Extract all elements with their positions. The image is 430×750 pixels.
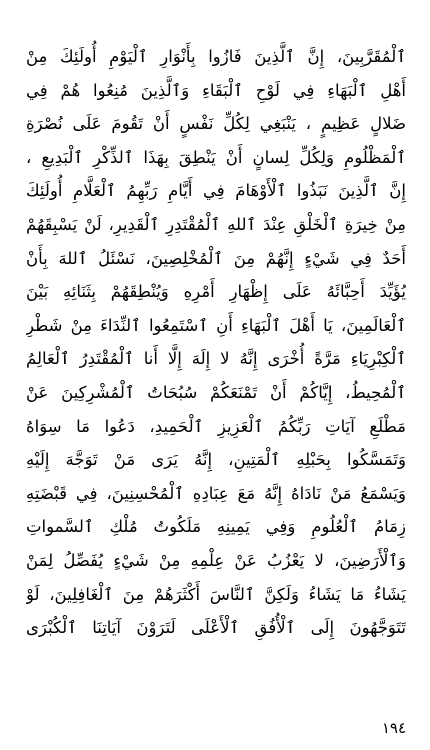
body-text — [26, 40, 406, 645]
text-line-16: وَٱلْأَرَضِينَ، لا يَعْزُبُ عَنْ عِلْمِهِ مِنْ شَيْءٍ يُفَصِّلُ لِمَنْ — [26, 550, 406, 570]
text-line-8: يُؤَيِّدَ أَحِبَّائَهُ عَلَى إِظْهَارِ أَمْرِهِ وَيُنْطِقَهُمْ بِثَنَائِهِ بَيْنَ — [26, 282, 406, 302]
text-line-10: ٱلْكِبْرِيَاءِ مَرَّةً أُخْرَى إِنَّهُ لا إِلَهَ إِلَّا أَنا ٱلْمُقْتَدِرُ ٱلْعَالِمُ — [26, 349, 406, 369]
text-line-2: أَهْلِ ٱلْبَهَاءِ فِي لَوْحِ ٱلْبَقَاءِ وَٱلَّذِينَ مُنِعُوا هُمْ فِي — [26, 80, 406, 100]
text-line-14: وَيَسْمَعُ مَنْ نَادَاهُ إِنَّهُ مَعَ عِبَادِهِ ٱلْمُحْسِنِينَ، فِي قَبْضَتِهِ — [26, 483, 406, 503]
text-line-1: ٱلْمُقَرَّبِينَ، إِنَّ ٱلَّذِينَ فَازُوا بِأَنْوَارِ ٱلْيَوْمِ أُولَئِكَ مِنْ — [26, 47, 406, 66]
text-line-18: تَتَوَجَّهُونَ إِلَى ٱلْأُفُقِ ٱلْأَعْلَى لَتَرَوْنَ آيَاتِنَا ٱلْكُبْرَى — [26, 618, 406, 638]
text-line-12: مَطْلَعِ آيَاتِ رَبِّكُمُ ٱلْعَزِيزِ ٱلْحَمِيدِ، دَعُوا مَا سِوَاهُ — [26, 416, 406, 436]
page-number: ١٩٤ — [381, 719, 406, 737]
text-line-11: ٱلْمُحِيطُ، إِيَّاكُمْ أَنْ تَمْنَعَكُمْ سُبُحَاتُ ٱلْمُشْرِكِينَ عَنْ — [26, 382, 406, 402]
text-line-17: يَشَاءُ مَا يَشَاءُ وَلَكِنَّ ٱلنَّاسَ أَكْثَرَهُمْ مِنَ ٱلْغَافِلِينَ، لَوْ — [26, 584, 406, 604]
text-line-7: أَحَدٌ فِي شَيْءٍ إِنَّهُمْ مِنَ ٱلْمُخْلِصِينَ، نَسْئَلُ ٱللهَ بِأَنْ — [26, 248, 406, 268]
text-line-13: وَتَمَسَّكُوا بِحَبْلِهِ ٱلْمَتِينِ، إِنَّهُ يَرَى مَنْ تَوَجَّهَ إِلَيْهِ — [26, 450, 406, 470]
text-line-6: مِنْ خِيرَةِ ٱلْخَلْقِ عِنْدَ ٱللهِ ٱلْمُقْتَدِرِ ٱلْقَدِيرِ، لَنْ يَسْبِقَهُمْ — [26, 214, 406, 234]
text-line-4: ٱلْمَظْلُومِ وَلِكُلِّ لِسانٍ أَنْ يَنْطِقَ بِهَذَا ٱلذِّكْرِ ٱلْبَدِيعِ ، — [26, 147, 406, 167]
text-line-15: زِمَامُ ٱلْعُلُومِ وَفِي يَمِينِهِ مَلَكُوتُ مُلْكِ ٱلسَّمواتِ — [26, 517, 406, 537]
book-page — [26, 12, 406, 740]
text-line-9: ٱلْعَالَمِينَ، يَا أَهْلَ ٱلْبَهَاءِ أَنِ ٱسْتَمِعُوا ٱلنِّدَاءَ مِنْ شَطْرِ — [26, 315, 406, 335]
text-line-3: ضَلالٍ عَظِيمٍ ، يَنْبَغِي لِكُلِّ نَفْسٍ أَنْ تَقُومَ عَلَى نُصْرَةِ — [26, 114, 406, 134]
text-line-5: إِنَّ ٱلَّذِينَ نَبَذُوا ٱلْأَوْهَامَ فِي أَيَّامِ رَبِّهِمُ ٱلْعَلَّامِ أُولَئِكَ — [26, 181, 406, 201]
